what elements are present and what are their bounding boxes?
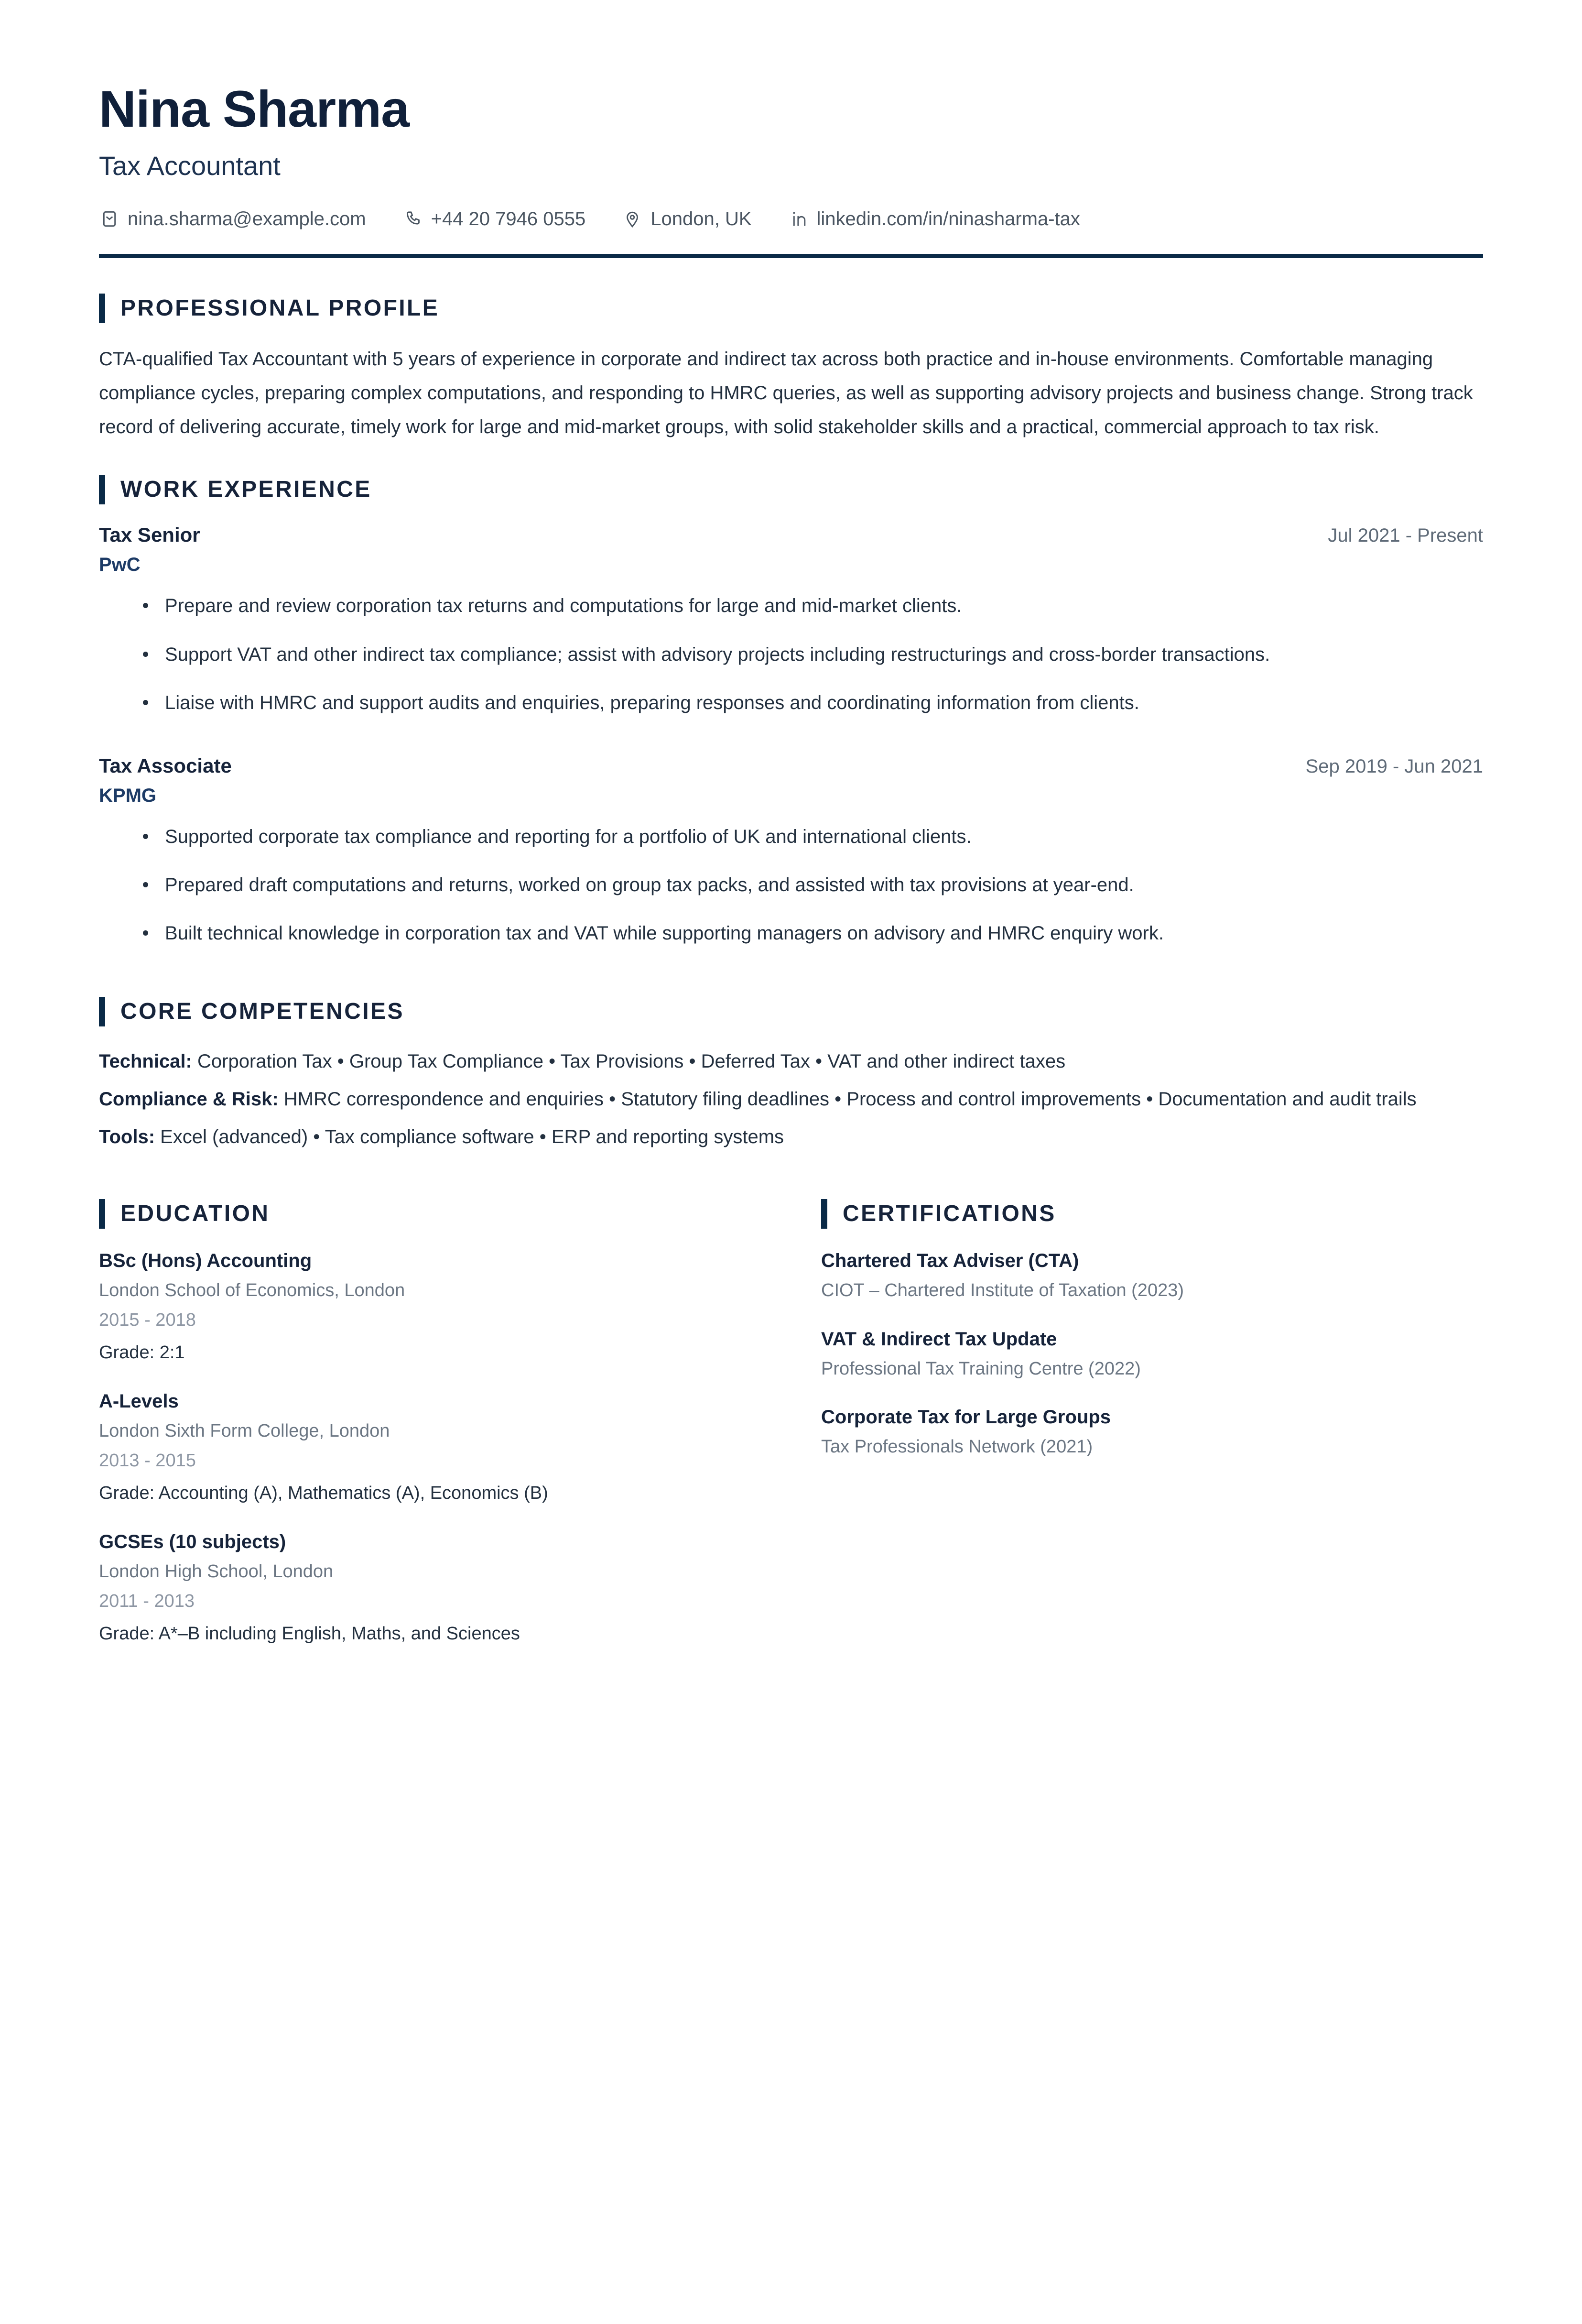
contact-phone-label: +44 20 7946 0555: [431, 208, 586, 229]
job-bullet: Prepare and review corporation tax returns and computations for large and mid-market clients.: [143, 589, 1474, 623]
candidate-name: Nina Sharma: [99, 80, 410, 138]
education-years: 2015 - 2018: [99, 1309, 196, 1330]
contact-linkedin-label: linkedin.com/in/ninasharma-tax: [816, 208, 1080, 229]
contact-linkedin[interactable]: [788, 208, 1080, 230]
section-title-profile: PROFESSIONAL PROFILE: [120, 295, 440, 321]
job-dates: Sep 2019 - Jun 2021: [1305, 755, 1483, 777]
section-header-education: [99, 1199, 821, 1229]
education-institution: London School of Economics, London: [99, 1280, 405, 1301]
certification-entry: [821, 1326, 1482, 1381]
contact-location-label: London, UK: [650, 208, 752, 229]
education-institution: London Sixth Form College, London: [99, 1421, 390, 1441]
job-title: Tax Associate: [99, 754, 232, 777]
certification-name: Corporate Tax for Large Groups: [821, 1406, 1111, 1428]
job-bullet: Supported corporate tax compliance and reporting for a portfolio of UK and international clients.: [143, 820, 1474, 854]
contact-phone[interactable]: [402, 208, 586, 230]
section-accent-bar: [821, 1199, 827, 1229]
certification-issuer: Tax Professionals Network (2021): [821, 1436, 1093, 1457]
certification-name: Chartered Tax Adviser (CTA): [821, 1250, 1079, 1272]
section-accent-bar: [99, 294, 105, 323]
section-header-competencies: [99, 997, 1483, 1026]
job-title: Tax Senior: [99, 524, 200, 546]
section-certifications: [821, 1199, 1482, 1647]
section-header-certifications: [821, 1199, 1482, 1229]
education-entry: [99, 1248, 821, 1365]
competency-value: Corporation Tax • Group Tax Compliance • Tax Provisions • Deferred Tax • VAT and other indirect taxes: [192, 1050, 1066, 1072]
section-accent-bar: [99, 1199, 105, 1229]
candidate-headline: Tax Accountant: [99, 150, 281, 181]
certification-issuer: Professional Tax Training Centre (2022): [821, 1358, 1141, 1379]
experience-entry-header: [99, 754, 1483, 777]
section-title-certifications: CERTIFICATIONS: [843, 1201, 1056, 1227]
experience-entry: [99, 524, 1483, 720]
education-qualification: GCSEs (10 subjects): [99, 1531, 286, 1553]
experience-entry: [99, 754, 1483, 951]
job-bullet: Built technical knowledge in corporation tax and VAT while supporting managers on advisory and HMRC enquiry work.: [143, 917, 1474, 950]
section-spacer: [99, 951, 1483, 997]
competency-line: [99, 1083, 1480, 1115]
contact-row: [99, 208, 1483, 230]
section-title-education: EDUCATION: [120, 1201, 270, 1227]
section-header-profile: [99, 294, 1483, 323]
certification-name: VAT & Indirect Tax Update: [821, 1328, 1057, 1350]
education-certifications-row: [99, 1199, 1483, 1647]
education-grade: Grade: A*–B including English, Maths, and Sciences: [99, 1624, 520, 1644]
job-bullet: Liaise with HMRC and support audits and enquiries, preparing responses and coordinating information from clients.: [143, 686, 1474, 720]
education-years: 2011 - 2013: [99, 1591, 195, 1611]
job-company: KPMG: [99, 785, 156, 806]
competency-value: Excel (advanced) • Tax compliance software • ERP and reporting systems: [155, 1126, 784, 1147]
job-dates: Jul 2021 - Present: [1328, 525, 1483, 546]
map-pin-icon: [622, 208, 643, 229]
job-bullet-list: [99, 820, 1483, 951]
phone-icon: [402, 208, 423, 229]
education-years: 2013 - 2015: [99, 1450, 196, 1471]
section-accent-bar: [99, 997, 105, 1026]
competency-value: HMRC correspondence and enquiries • Statutory filing deadlines • Process and control improvements • Documentation and audit trails: [278, 1088, 1417, 1110]
experience-spacer: [99, 728, 1483, 754]
contact-email[interactable]: [99, 208, 366, 230]
linkedin-icon: [788, 208, 809, 229]
job-bullet-list: [99, 589, 1483, 720]
section-core-competencies: [99, 997, 1483, 1154]
education-entry: [99, 1388, 821, 1506]
job-bullet: Support VAT and other indirect tax compliance; assist with advisory projects including restructurings and cross-border transactions.: [143, 638, 1474, 672]
contact-location: [622, 208, 751, 230]
job-company: PwC: [99, 554, 141, 576]
section-title-competencies: CORE COMPETENCIES: [120, 998, 404, 1024]
job-bullet: Prepared draft computations and returns, worked on group tax packs, and assisted with tax provisions at year-end.: [143, 868, 1474, 902]
education-qualification: A-Levels: [99, 1391, 179, 1412]
profile-paragraph: CTA-qualified Tax Accountant with 5 years of experience in corporate and indirect tax across both practice and in-house environments. Comfortable managing compliance cycles, preparing complex computations, and responding to HMRC queries, as well as supporting advisory projects and business change. Strong track record of delivering accurate, timely work for large and mid-market groups, with solid stakeholder skills and a practical, commercial approach to tax risk.: [99, 348, 1473, 438]
section-education: [99, 1199, 821, 1647]
envelope-icon: [99, 208, 120, 229]
education-grade: Grade: Accounting (A), Mathematics (A), Economics (B): [99, 1483, 548, 1503]
competency-line: [99, 1121, 1480, 1153]
certification-entry: [821, 1404, 1482, 1459]
education-institution: London High School, London: [99, 1561, 334, 1582]
certification-entry: [821, 1248, 1482, 1303]
competency-label: Tools:: [99, 1126, 155, 1147]
section-work-experience: [99, 475, 1483, 950]
section-spacer: [99, 1153, 1483, 1199]
resume-header: [99, 72, 1483, 258]
section-accent-bar: [99, 475, 105, 504]
education-grade: Grade: 2:1: [99, 1342, 185, 1363]
competency-label: Compliance & Risk:: [99, 1088, 279, 1110]
experience-entry-header: [99, 524, 1483, 546]
certification-issuer: CIOT – Chartered Institute of Taxation (2023): [821, 1280, 1184, 1301]
section-header-experience: [99, 475, 1483, 504]
section-title-experience: WORK EXPERIENCE: [120, 477, 372, 502]
competency-label: Technical:: [99, 1050, 192, 1072]
competency-line: [99, 1046, 1480, 1078]
education-qualification: BSc (Hons) Accounting: [99, 1250, 312, 1272]
education-entry: [99, 1529, 821, 1647]
header-divider: [99, 254, 1483, 258]
section-professional-profile: [99, 294, 1483, 445]
contact-email-label: nina.sharma@example.com: [128, 208, 366, 229]
